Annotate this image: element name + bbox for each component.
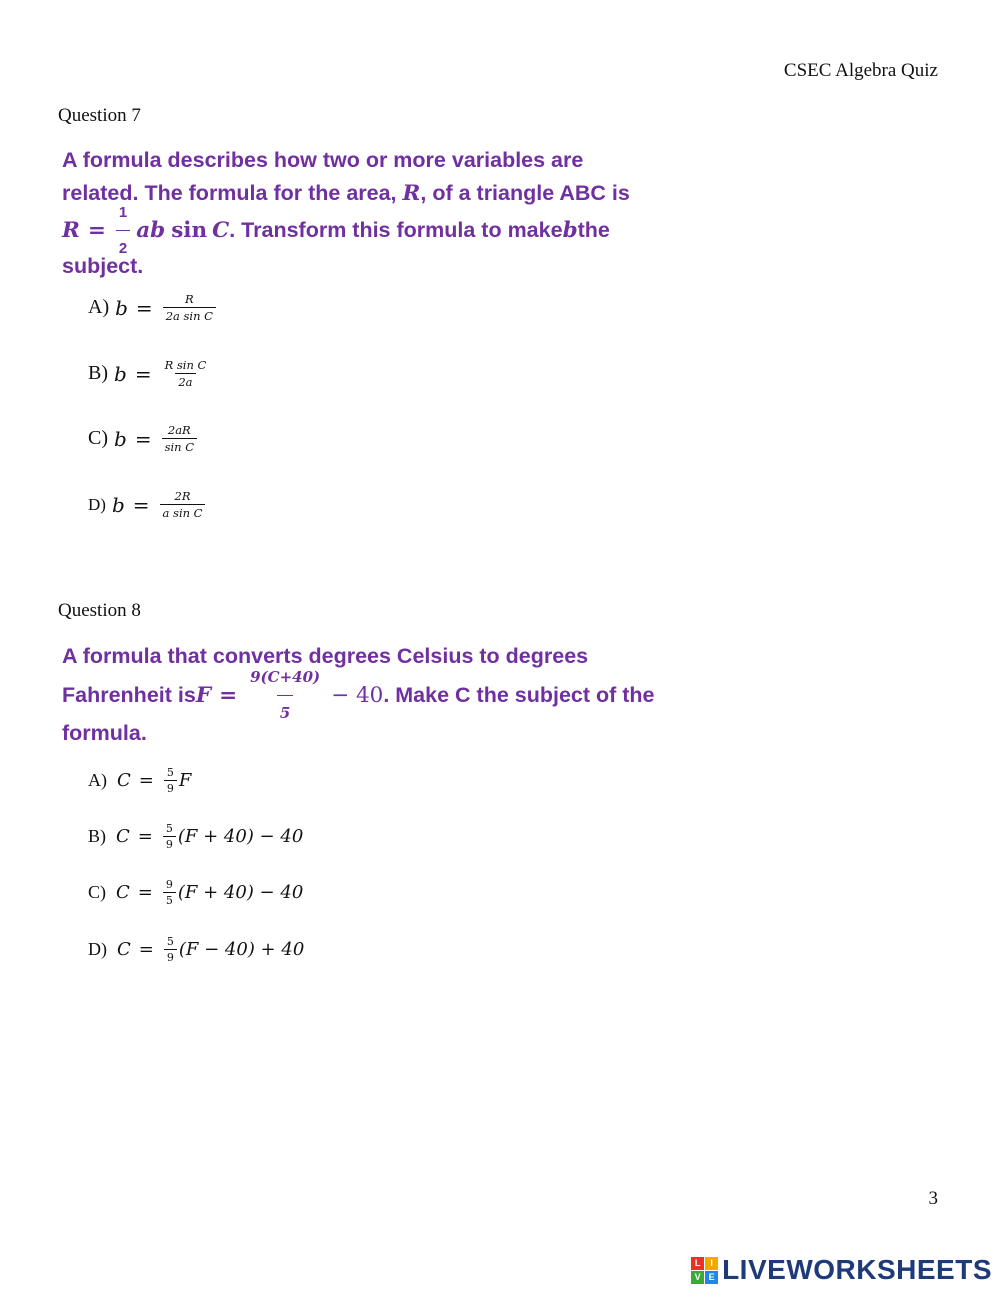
liveworksheets-logo-icon	[691, 1257, 718, 1284]
prompt-line-1: A formula that converts degrees Celsius to degrees	[62, 644, 589, 668]
prompt-line-1: A formula describes how two or more variables are	[62, 148, 584, 172]
prompt-line-4: subject.	[62, 254, 144, 278]
option-fraction: $\frac{5}{9}$	[164, 935, 177, 964]
question-8-option-c[interactable]: C) C = $\frac{9}{5}$ (F + 40) − 40	[88, 878, 304, 907]
option-fraction: $\frac{2R}{\text{a sin C}}$	[160, 489, 206, 520]
question-7-option-a[interactable]: A) b = $\frac{R}{\text{2a sin C}}$	[88, 292, 218, 323]
document-header-title: CSEC Algebra Quiz	[783, 60, 938, 81]
logo-tile-i: I	[705, 1257, 718, 1270]
question-8-prompt	[62, 640, 655, 750]
liveworksheets-brand[interactable]	[691, 1254, 992, 1286]
question-8-option-d[interactable]: D) C = $\frac{5}{9}$ (F − 40) + 40	[88, 935, 305, 964]
question-8-option-b[interactable]: B) C = $\frac{5}{9}$ (F + 40) − 40	[88, 822, 304, 851]
fraction-9-c-plus-40-over-5: $\frac{9(C+40)}{5}$	[247, 661, 323, 730]
logo-tile-v: V	[691, 1271, 704, 1284]
prompt-line-3: formula.	[62, 721, 147, 745]
page-number: 3	[928, 1188, 938, 1209]
logo-tile-l: L	[691, 1257, 704, 1270]
option-fraction: $\frac{R}{\text{2a sin C}}$	[163, 292, 216, 323]
question-8-label: Question 8	[58, 600, 141, 621]
logo-tile-e: E	[705, 1271, 718, 1284]
option-fraction: $\frac{5}{9}$	[164, 766, 177, 795]
question-7-option-c[interactable]: C) b = $\frac{2aR}{\text{sin C}}$	[88, 423, 199, 454]
fraction-one-half: $\frac{1}{2}$	[116, 196, 130, 265]
question-7-label: Question 7	[58, 105, 141, 126]
question-7-option-d[interactable]: D) b = $\frac{2R}{\text{a sin C}}$	[88, 489, 207, 520]
option-fraction: $\frac{5}{9}$	[163, 822, 176, 851]
option-fraction: $\frac{9}{5}$	[163, 878, 176, 907]
option-fraction: $\frac{\text{R sin C}}{2a}$	[164, 358, 207, 389]
question-8-option-a[interactable]: A) C = $\frac{5}{9}$ F	[88, 766, 192, 795]
question-7-prompt	[62, 144, 630, 283]
prompt-line-2: related. The formula for the area, R, of a triangle ABC is	[62, 181, 630, 206]
brand-name: LIVEWORKSHEETS	[722, 1254, 992, 1285]
prompt-line-3: R = $\frac{1}{2}$ ab sin C . Transform this formula to make b the	[62, 210, 630, 250]
prompt-line-2: Fahrenheit is F = $\frac{9(C+40)}{5}$ − 40 . Make C the subject of the	[62, 673, 655, 717]
option-fraction: $\frac{2aR}{\text{sin C}}$	[162, 423, 197, 454]
question-7-option-b[interactable]: B) b = $\frac{\text{R sin C}}{2a}$	[88, 358, 211, 389]
